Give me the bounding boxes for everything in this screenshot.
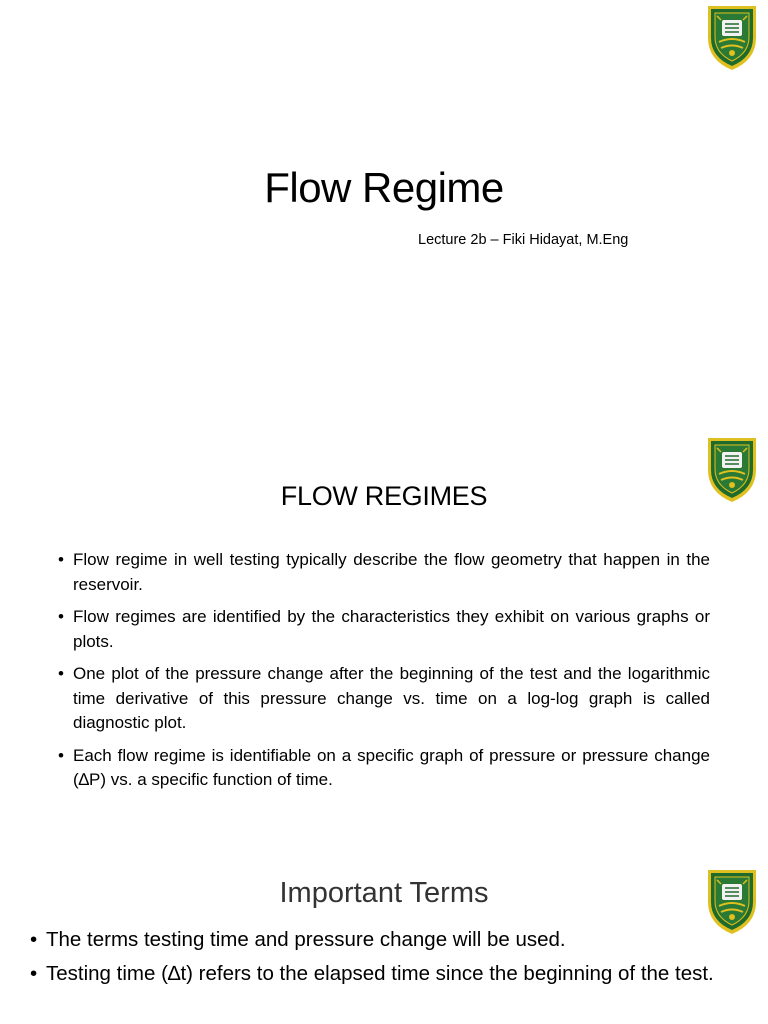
bullet-icon: • [30,962,38,985]
list-item [30,960,714,988]
university-crest-icon [705,2,759,72]
list-item-text: The terms testing time and pressure change will be used. [46,928,566,951]
list-item [58,662,710,736]
bullet-icon: • [58,664,64,683]
bullet-icon: • [58,550,64,569]
list-item-text: Flow regimes are identified by the characteristics they exhibit on various graphs or plots. [73,607,710,651]
bullet-icon: • [58,745,64,765]
slide-flow-regimes [0,420,768,850]
list-item [58,605,710,654]
slide-heading: FLOW REGIMES [280,481,488,511]
list-item [58,548,710,597]
list-item-text: One plot of the pressure change after the beginning of the test and the logarithmic time derivative of this pressure change vs. time on a log-log graph is called diagnostic plot. [73,664,710,732]
list-item [58,744,710,793]
slide-subtitle: Lecture 2b – Fiki Hidayat, M.Eng [418,232,629,248]
bullet-icon: • [58,607,64,626]
list-item-text: Each flow regime is identifiable on a specific graph of pressure or pressure change (∆P) vs. a specific function of time. [73,745,710,789]
slide-title-heading: Flow Regime [264,164,504,211]
bullet-list [58,548,710,801]
bullet-icon: • [30,928,38,951]
list-item [30,926,714,954]
bullet-list [30,926,714,994]
slide-title [0,0,768,420]
slide-important-terms [0,850,768,1024]
list-item-text: Testing time (∆t) refers to the elapsed time since the beginning of the test. [46,962,714,985]
list-item-text: Flow regime in well testing typically describe the flow geometry that happen in the reservoir. [73,550,710,594]
slide-heading: Important Terms [279,877,489,909]
